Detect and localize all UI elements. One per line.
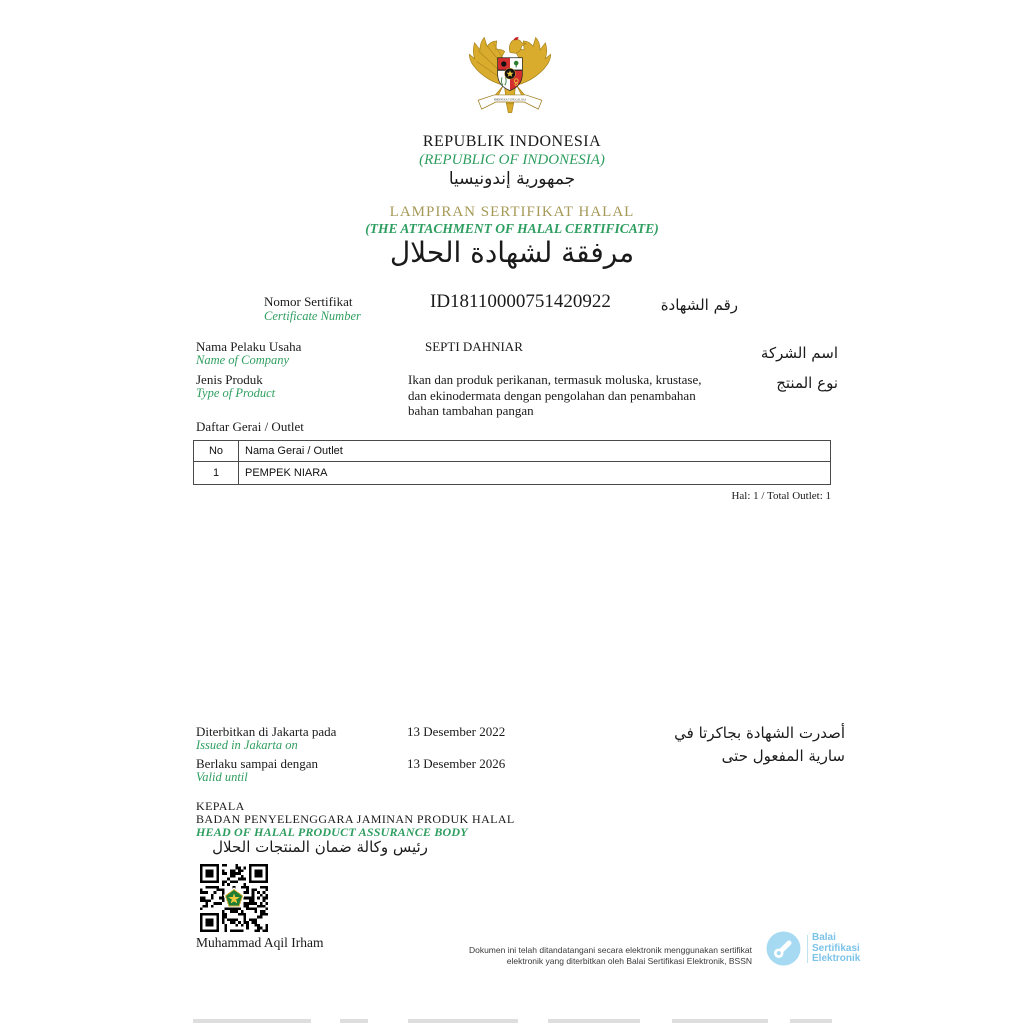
company-label: Nama Pelaku Usaha	[196, 339, 302, 354]
qr-code	[200, 864, 268, 932]
signatory-position-line2: BADAN PENYELENGGARA JAMINAN PRODUK HALAL	[196, 812, 515, 826]
issued-label: Diterbitkan di Jakarta pada	[196, 724, 337, 739]
valid-until-date-value: 13 Desember 2026	[407, 756, 506, 771]
country-name: REPUBLIK INDONESIA	[422, 133, 602, 150]
issued-label-ar: أصدرت الشهادة بجاكرتا في	[674, 724, 845, 742]
bse-logo-divider	[807, 935, 808, 963]
issued-date-value: 13 Desember 2022	[407, 724, 506, 739]
company-value: SEPTI DAHNIAR	[425, 339, 523, 354]
document-title-en: (THE ATTACHMENT OF HALAL CERTIFICATE)	[365, 221, 659, 236]
outlet-table-row	[194, 462, 831, 485]
bse-wordmark-line1: Balai	[812, 932, 836, 943]
outlet-row-number: 1	[194, 462, 239, 485]
bse-wordmark-line3: Elektronik	[812, 953, 861, 964]
company-label-en: Name of Company	[196, 353, 290, 367]
country-name-ar: جمهورية إندونيسيا	[448, 169, 576, 189]
valid-until-label-ar: سارية المفعول حتى	[721, 747, 845, 765]
valid-until-label-en: Valid until	[196, 770, 248, 784]
certificate-number-label-en: Certificate Number	[264, 309, 361, 323]
certificate-number-value: ID18110000751420922	[430, 291, 611, 312]
signatory-position-en: HEAD OF HALAL PRODUCT ASSURANCE BODY	[196, 825, 468, 839]
outlet-section-heading: Daftar Gerai / Outlet	[196, 419, 304, 434]
outlet-page-info: Hal: 1 / Total Outlet: 1	[731, 490, 831, 502]
signatory-name: Muhammad Aqil Irham	[196, 935, 324, 950]
signatory-position-line1: KEPALA	[196, 799, 245, 813]
product-label: Jenis Produk	[196, 372, 263, 387]
signatory-position-ar: رئيس وكالة ضمان المنتجات الحلال	[212, 838, 428, 856]
outlet-table-header-row	[194, 441, 831, 462]
document-title: LAMPIRAN SERTIFIKAT HALAL	[389, 204, 635, 220]
outlet-table-header-name: Nama Gerai / Outlet	[239, 441, 831, 462]
esign-note-line2: elektronik yang diterbitkan oleh Balai Sertifikasi Elektronik, BSSN	[506, 956, 752, 966]
product-value: Ikan dan produk perikanan, termasuk moluska, krustase, dan ekinodermata dengan pengolahan dan penambahan bahan tambahan pangan	[408, 372, 702, 418]
bse-wordmark-line2: Sertifikasi	[812, 942, 860, 954]
issued-label-en: Issued in Jakarta on	[196, 738, 298, 752]
product-label-ar: نوع المنتج	[776, 374, 838, 392]
product-label-en: Type of Product	[196, 386, 276, 400]
company-label-ar: اسم الشركة	[760, 344, 838, 362]
bse-logo-icon	[766, 931, 801, 966]
country-name-en: (REPUBLIC OF INDONESIA)	[419, 152, 605, 168]
certificate-number-label-ar: رقم الشهادة	[660, 296, 738, 314]
outlet-table-header-no: No	[194, 441, 239, 462]
outlet-table	[193, 440, 831, 485]
pancasila-shield	[498, 58, 523, 92]
garuda-pancasila-emblem	[464, 34, 556, 124]
garuda-motto: BHINNEKA TUNGGAL IKA	[493, 98, 527, 102]
outlet-row-name: PEMPEK NIARA	[239, 462, 831, 485]
valid-until-label: Berlaku sampai dengan	[196, 756, 319, 771]
esign-note-line1: Dokumen ini telah ditandatangani secara elektronik menggunakan sertifikat	[468, 945, 752, 955]
certificate-number-label: Nomor Sertifikat	[264, 294, 353, 309]
bse-logo-wordmark	[812, 933, 860, 965]
document-title-ar: مرفقة لشهادة الحلال	[389, 236, 635, 269]
